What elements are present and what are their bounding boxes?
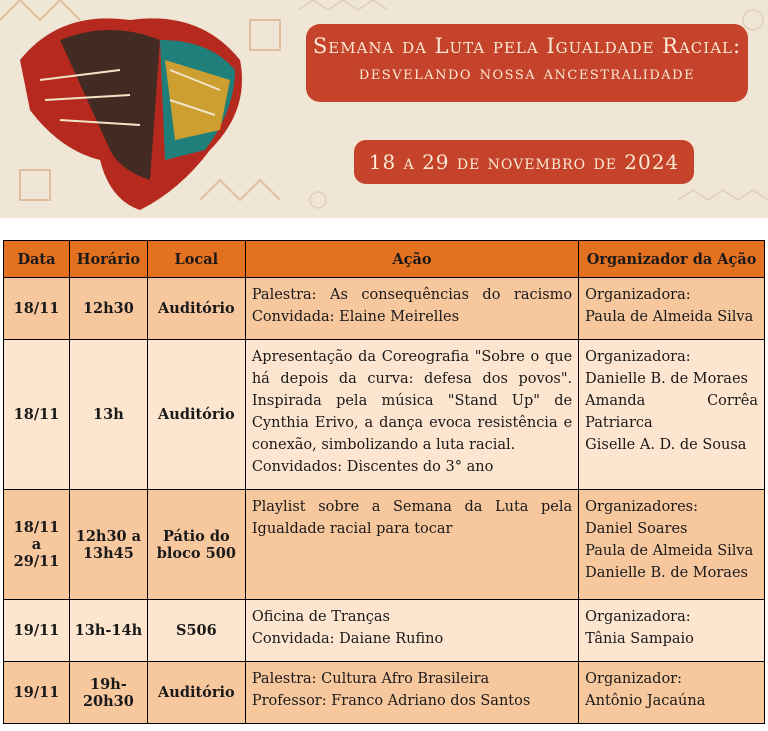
action-line: Palestra: As consequências do racismo (251, 287, 573, 303)
row-date (4, 340, 70, 490)
row-place (147, 340, 245, 490)
date-line: a (31, 536, 42, 553)
organizer-line: Danielle B. de Moraes (585, 371, 748, 387)
row-time (69, 600, 147, 662)
header-place: Local (147, 241, 245, 278)
place-line: Auditório (158, 684, 235, 701)
table-header-row (4, 241, 765, 278)
place-line: Auditório (158, 406, 235, 423)
row-organizer (579, 662, 765, 724)
action-line: Palestra: Cultura Afro Brasileira (251, 671, 490, 687)
date-line: 18/11 (13, 300, 60, 317)
row-date (4, 600, 70, 662)
organizer-line: Organizadores: (585, 499, 699, 515)
organizer-line: Daniel Soares (585, 521, 688, 537)
row-place (147, 278, 245, 340)
row-date (4, 490, 70, 600)
place-line: Pátio do (163, 527, 230, 545)
time-line: 13h45 (82, 544, 134, 562)
action-line: Convidados: Discentes do 3° ano (251, 459, 494, 475)
row-date (4, 662, 70, 724)
header-time: Horário (69, 241, 147, 278)
table-row (4, 662, 765, 724)
row-organizer (579, 490, 765, 600)
event-banner (0, 0, 768, 218)
row-organizer (579, 278, 765, 340)
organizer-line: Organizadora: (585, 349, 691, 365)
organizer-line: Danielle B. de Moraes (585, 565, 748, 581)
header-date: Data (4, 241, 70, 278)
date-line: 18/11 (13, 406, 60, 423)
organizer-line: Antônio Jacaúna (585, 693, 706, 709)
organizer-line: Tânia Sampaio (585, 631, 694, 647)
row-date (4, 278, 70, 340)
row-organizer (579, 340, 765, 490)
time-line: 19h- (90, 675, 127, 693)
organizer-line: Amanda Corrêa (585, 393, 758, 409)
event-title-line-1: Semana da Luta pela Igualdade Racial: (312, 34, 742, 58)
event-title (306, 24, 748, 102)
header-organizer: Organizador da Ação (579, 241, 765, 278)
row-time (69, 490, 147, 600)
place-line: S506 (175, 622, 217, 639)
organizer-line: Paula de Almeida Silva (585, 543, 754, 559)
row-place (147, 600, 245, 662)
table-row (4, 600, 765, 662)
action-line: Professor: Franco Adriano dos Santos (251, 693, 531, 709)
event-title-line-2: desvelando nossa ancestralidade (358, 62, 696, 84)
action-line: Convidada: Daiane Rufino (251, 631, 444, 647)
row-time (69, 662, 147, 724)
row-time (69, 340, 147, 490)
organizer-line: Organizadora: (585, 287, 691, 303)
table-row (4, 278, 765, 340)
event-dates: 18 a 29 de novembro de 2024 (354, 140, 694, 184)
organizer-line: Giselle A. D. de Sousa (585, 437, 747, 453)
row-place (147, 662, 245, 724)
place-line: Auditório (158, 300, 235, 317)
row-action (245, 340, 578, 490)
place-line: bloco 500 (156, 544, 236, 562)
row-organizer (579, 600, 765, 662)
action-line: Apresentação da Coreografia "Sobre o que há depois da curva: defesa dos povos". Inspirada pela música "Stand Up" de Cynthia Erivo, a dança evoca resistência e conexão, simbolizando a luta racial. (251, 349, 573, 453)
row-action (245, 662, 578, 724)
row-action (245, 278, 578, 340)
time-line: 20h30 (82, 692, 134, 710)
action-line: Playlist sobre a Semana da Luta pela Igualdade racial para tocar (251, 499, 573, 537)
organizer-line: Patriarca (585, 415, 653, 431)
time-line: 12h30 a (75, 527, 142, 545)
organizer-line: Organizador: (585, 671, 682, 687)
time-line: 12h30 (82, 300, 134, 317)
schedule-table (3, 240, 765, 724)
table-row (4, 340, 765, 490)
row-place (147, 490, 245, 600)
organizer-line: Organizadora: (585, 609, 691, 625)
african-pattern-map-illustration (0, 0, 300, 218)
table-row (4, 490, 765, 600)
date-line: 29/11 (13, 553, 60, 570)
organizer-line: Paula de Almeida Silva (585, 309, 754, 325)
date-line: 19/11 (13, 684, 60, 701)
date-line: 19/11 (13, 622, 60, 639)
time-line: 13h (93, 406, 124, 423)
time-line: 13h-14h (74, 622, 143, 639)
row-time (69, 278, 147, 340)
header-action: Ação (245, 241, 578, 278)
date-line: 18/11 (13, 519, 60, 536)
action-line: Oficina de Tranças (251, 609, 391, 625)
row-action (245, 600, 578, 662)
row-action (245, 490, 578, 600)
action-line: Convidada: Elaine Meirelles (251, 309, 460, 325)
